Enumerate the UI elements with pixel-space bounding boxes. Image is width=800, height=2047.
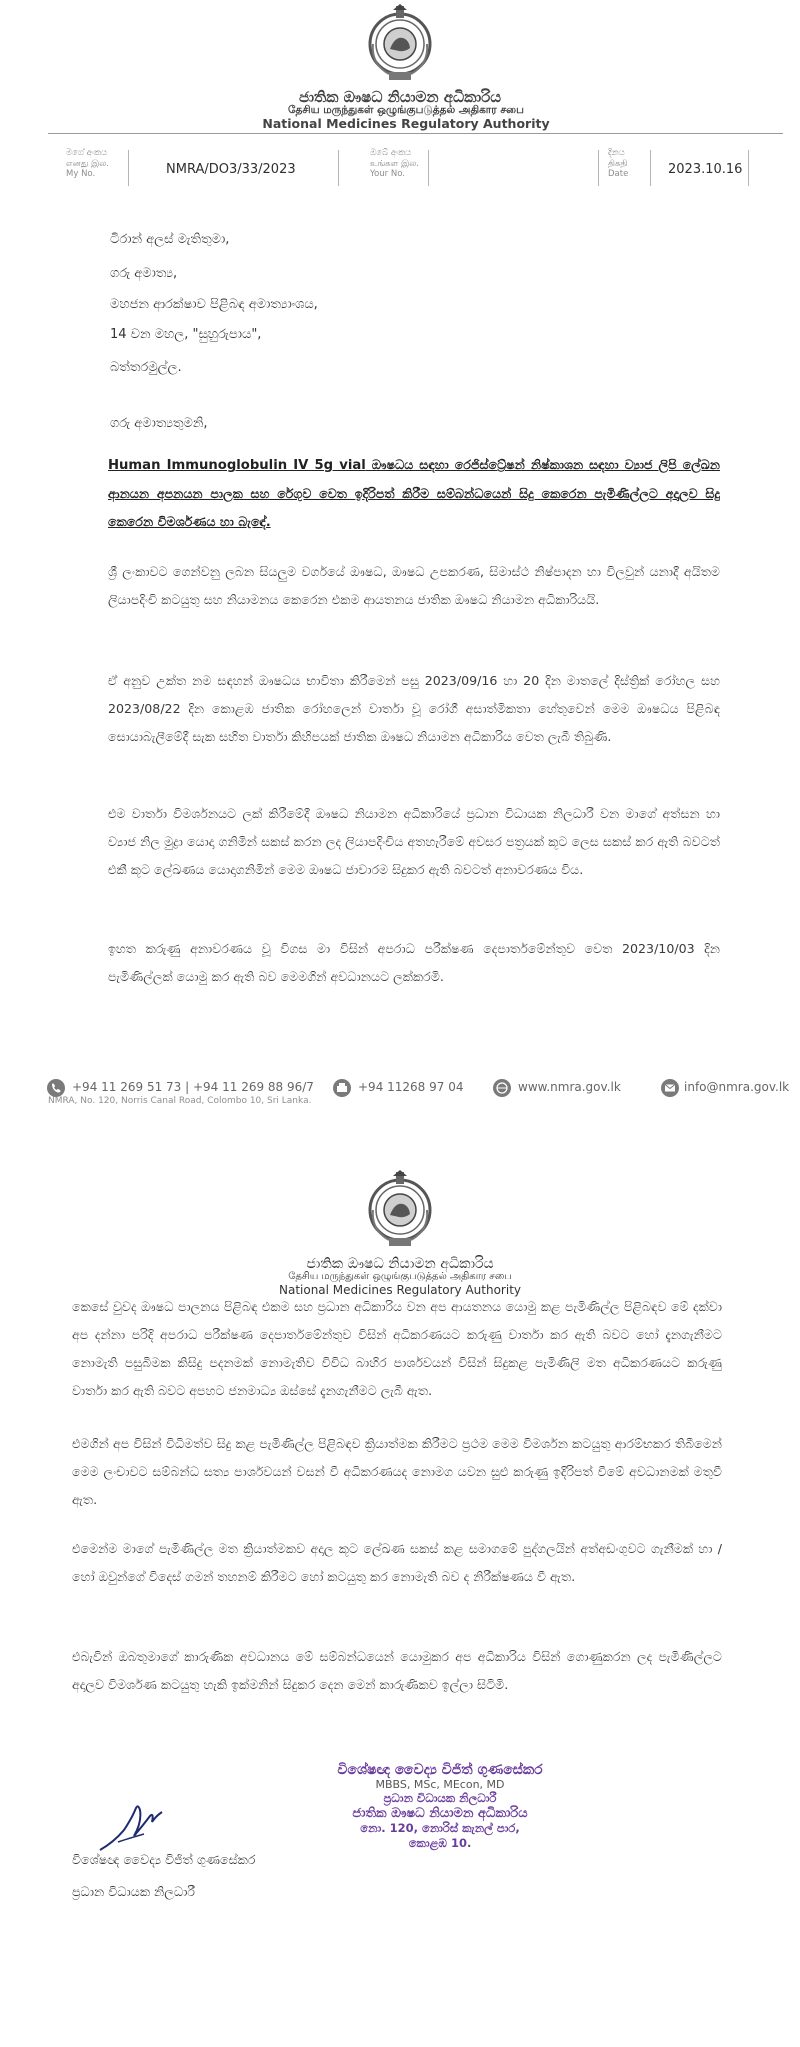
page2-paragraph-2: එමගින් අප විසින් විධිමත්ව සිදු කළ පැමිණිල්ල පිළිබඳව ක්‍රියාත්මක කිරීමට ප්‍රථම මෙම විමර්ශන කටයුතු ආරම්භකර තිබීමෙන් මෙම ලංචාවට සම්බන්ධ සත්‍ය පාර්ශවයන් වසන් වී අධිකරණයද නොමග යවන සුළු කරුණු ඉදිරිපත් වීමේ අවධානමක් මතුවී ඇත. [72, 1436, 722, 1507]
phone-icon [46, 1078, 66, 1098]
my-no-label: මගේ අංකය எனது இல. My No. [66, 148, 109, 180]
letterhead-sinhala: ජාතික ඖෂධ නියාමන අධිකාරිය [306, 1256, 494, 1272]
footer-fax: +94 11268 97 04 [358, 1080, 464, 1094]
signatory-title: ප්‍රධාන විධායක නිලධාරී [72, 1884, 195, 1899]
globe-icon [492, 1078, 512, 1098]
signatory-name: විශේෂඥ වෛද්‍ය විජිත් ගුණසේකර [72, 1852, 256, 1867]
paragraph-3: එම වාර්තා විමර්ශනයට ලක් කිරීමේදී ඖෂධ නියාමන අධිකාරියේ ප්‍රධාන විධායක නිලධාරී වන මාගේ අත්සන හා ව්‍යාජ නිල මුද්‍රා යොදා ගනිමින් සකස් කරන ලද ලියාපදිංචිය අතහැරීමේ අවසර පත්‍රයක් කූට ලෙස සකස් කර ඇති බවටත් එකී කූට ලේඛණය යොදාගනිමින් මෙම ඖෂධ ජාවාරම සිදුකර ඇති බවටත් අනාවරණය විය. [108, 806, 720, 877]
email-icon [660, 1078, 680, 1098]
page2-paragraph-1: කෙසේ වුවද ඖෂධ පාලනය පිළිබඳ එකම සහ ප්‍රධාන අධිකාරිය වන අප ආයතනය යොමු කළ පැමිණිල්ල පිළිබඳව මේ දක්වා අප දන්නා පරිදි අපරාධ පරීක්ෂණ දෙපාර්තමේන්තුව විසින් අධිකරණයට කරුණු වාර්තා කර ඇති බවට හෝ දැනගැනීමට නොමැති පසුබිමක කිසිදු පදනමක් නොමැතිව විවිධ බාහිර පාර්ශවයන් විසින් සිදුකළ පැමිණිලි මත අධිකරණයට කරුණු වාර්තා කර ඇති බවට අපහට ජනමාධ්‍ය ඔස්සේ දැනගැනීමට ලැබී ඇත. [72, 1299, 722, 1398]
footer-address: NMRA, No. 120, Norris Canal Road, Colombo 10, Sri Lanka. [48, 1096, 312, 1106]
subject-english: Human Immunoglobulin IV 5g vial [108, 458, 366, 473]
national-emblem-icon [365, 1170, 435, 1252]
my-no-value: NMRA/DO3/33/2023 [166, 162, 296, 177]
date-label: දිනය திகதி Date [608, 148, 629, 180]
stamp-organization: ජාතික ඖෂධ නියාමන අධිකාරිය [352, 1806, 528, 1821]
official-stamp [290, 1762, 590, 1851]
address-line-1: ටිරාන් අලස් මැතිතුමා, [110, 232, 230, 247]
subject-sinhala: ඖෂධය සඳහා රෙජිස්ට්‍රේෂන් නිෂ්කාශන සඳහා ව්‍යාජ ලිපි ලේඛන ආනයන අපනයන පාලක සහ රේගුව වෙත ඉදිරිපත් කිරීම සම්බන්ධයෙන් සිදු කෙරෙන පැමිණිල්ලට අදාලව සිදු කෙරෙන විමර්ශණය හා බැඳේ. [108, 457, 720, 529]
your-no-label: ඔබේ අංකය உங்கள இல. Your No. [370, 148, 419, 180]
letter-page-2 [0, 1110, 800, 2047]
fax-icon [332, 1078, 352, 1098]
national-emblem-icon [365, 4, 435, 86]
address-line-2: ගරු අමාත්‍ය, [110, 266, 178, 281]
subject-line [108, 451, 720, 536]
letterhead-tamil: தேசிய மருந்துகள் ஒழுங்குபடுத்தல் அதிகார சபை [288, 1271, 512, 1282]
footer-email[interactable]: info@nmra.gov.lk [684, 1080, 790, 1094]
stamp-city: කොළඹ 10. [408, 1836, 472, 1850]
letterhead-english: National Medicines Regulatory Authority [278, 1283, 522, 1297]
address-line-5: බත්තරමුල්ල. [110, 360, 182, 375]
stamp-address: නො. 120, නොරිස් කැනල් පාර, [360, 1821, 520, 1835]
address-line-3: මහජන ආරක්ෂාව පිළිබඳ අමාත්‍යාංශය, [110, 297, 318, 312]
letterhead-english: National Medicines Regulatory Authority [262, 116, 550, 131]
footer-web[interactable]: www.nmra.gov.lk [518, 1080, 621, 1094]
paragraph-1: ශ්‍රී ලංකාවට ගෙන්වනු ලබන සියලුම වර්ගයේ ඖෂධ, ඖෂධ උපකරණ, සිමාස්ථ නිෂ්පාදන හා විලවුන් යනාදී අයිතම ලියාපදිංචි කටයුතු සහ නියාමනය කෙරෙන එකම ආයතනය ජාතික ඖෂධ නියාමන අධිකාරියයි. [108, 564, 720, 607]
reference-row [48, 133, 783, 202]
letterhead-tamil: தேசிய மருந்துகள் ஒழுங்குபடுத்தல் அதிகார சபை [288, 104, 524, 116]
footer-phones: +94 11 269 51 73 | +94 11 269 88 96/7 [72, 1080, 314, 1094]
paragraph-2: ඒ අනුව උක්ත නම සඳහන් ඖෂධය භාවිතා කිරීමෙන් පසු 2023/09/16 හා 20 දින මාතලේ දිස්ත්‍රික් රෝහල සහ 2023/08/22 දින කොළඹ ජාතික රෝහලෙන් වාර්තා වූ රෝගී අසාත්මිකතා හේතුවෙන් මෙම ඖෂධය පිළිබඳ සොයාබැලීමේදී සැක සහිත වාර්තා කිහිපයක් ජාතික ඖෂධ නියාමන අධිකාරිය වෙත ලැබී තිබුණි. [108, 673, 720, 744]
letterhead-sinhala: ජාතික ඖෂධ නියාමන අධිකාරිය [298, 88, 502, 106]
date-value: 2023.10.16 [668, 162, 743, 177]
stamp-name: විශේෂඥ වෛද්‍ය විජිත් ගුණසේකර [337, 1762, 543, 1778]
address-line-4: 14 වන මහල, "සුහුරුපාය", [110, 327, 262, 342]
stamp-title: ප්‍රධාන විධායක නිලධාරී [383, 1791, 497, 1805]
handwritten-signature [96, 1802, 166, 1856]
stamp-qualifications: MBBS, MSc, MEcon, MD [375, 1778, 505, 1791]
salutation: ගරු අමාත්‍යතුමනි, [110, 416, 208, 431]
page2-paragraph-3: එමෙන්ම මාගේ පැමිණිල්ල මත ක්‍රියාත්මකව අදාල කූට ලේඛණ සකස් කළ සමාගමේ පුද්ගලයින් අත්අඩංගුවට ගැනීමක් හා / හෝ ඔවුන්ගේ විදෙස් ගමන් තහනම් කිරීමට හෝ කටයුතු කර නොමැති බව ද නිරීක්ෂණය වී ඇත. [72, 1541, 722, 1584]
paragraph-4: ඉහත කරුණු අනාවරණය වූ විගස මා විසින් අපරාධ පරීක්ෂණ දෙපාර්තමේන්තුව වෙත 2023/10/03 දින පැමිණිල්ලක් යොමු කර ඇති බව මෙමගින් අවධානයට ලක්කරමි. [108, 941, 720, 984]
page2-paragraph-4: එබැවින් ඔබතුමාගේ කාරුණික අවධානය මේ සම්බන්ධයෙන් යොමුකර අප අධිකාරිය විසින් ගොණුකරන ලද පැමිණිල්ලට අදාලව විමර්ශණ කටයුතු හැකි ඉක්මනින් සිදුකර දෙන මෙන් කාරුණිකව ඉල්ලා සිටිමි. [72, 1649, 722, 1692]
